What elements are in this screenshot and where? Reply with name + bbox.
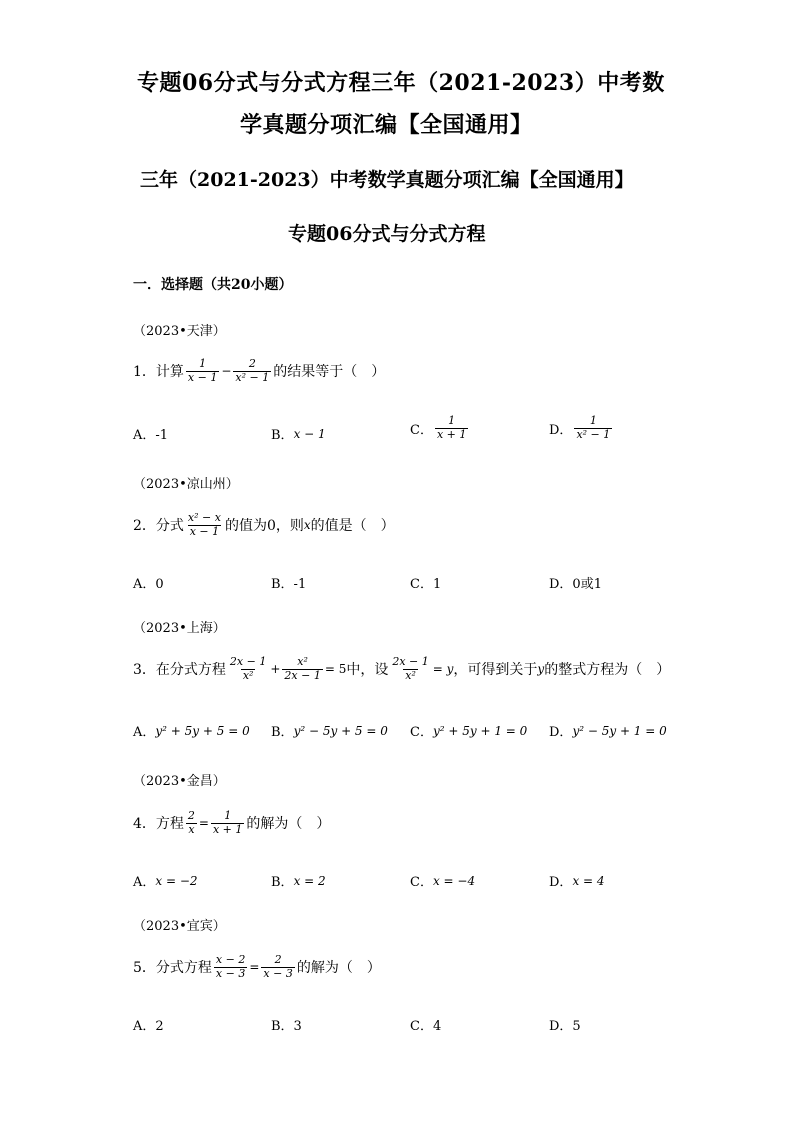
fraction: $\frac{2}{\text{x² − 1}}$ (235, 357, 270, 384)
option-a[interactable]: A．2 (133, 1019, 164, 1034)
option-b[interactable]: B．-1 (271, 577, 307, 592)
question-1-prefix: 1．计算 (133, 364, 184, 381)
question-4-stem: 4．方程 $\frac{2}{x}$ = $\frac{1}{x + 1}$ 的解为（ ） (133, 809, 331, 836)
option-d[interactable]: D． y² − 5y + 1 = 0 (549, 723, 667, 740)
option-c[interactable]: C． $\frac{1}{x + 1}$ (410, 414, 467, 441)
question-source: （2023•上海） (133, 621, 226, 636)
section-heading: 一．选择题（共20小题） (133, 277, 293, 293)
option-b[interactable]: B．3 (271, 1019, 302, 1034)
question-2-stem: 2．分式 $\frac{\text{x² − x}}{x - 1}$ 的值为0，则 x 的值是（ ） (133, 511, 395, 538)
option-a[interactable]: A．0 (133, 577, 164, 592)
topic-title: 专题06分式与分式方程 (288, 223, 486, 245)
option-d[interactable]: D． $\frac{1}{\text{x² − 1}}$ (549, 414, 611, 441)
question-5-stem: 5．分式方程 $\frac{x - 2}{x - 3}$ = $\frac{2}{x - 3}$ 的解为（ ） (133, 953, 381, 980)
option-d[interactable]: D． x = 4 (549, 873, 605, 890)
option-a[interactable]: A． y² + 5y + 5 = 0 (133, 723, 250, 740)
option-a[interactable]: A．-1 (133, 428, 169, 443)
question-source: （2023•凉山州） (133, 477, 239, 492)
fraction: $\frac{1}{x - 1}$ (187, 357, 218, 384)
option-c[interactable]: C．4 (410, 1019, 442, 1034)
question-source: （2023•宜宾） (133, 919, 226, 934)
option-d[interactable]: D．5 (549, 1019, 581, 1034)
option-c[interactable]: C． x = −4 (410, 873, 476, 890)
option-a[interactable]: A． x = −2 (133, 873, 198, 890)
fraction: $\frac{\text{x² − x}}{x - 1}$ (187, 511, 221, 538)
doc-subtitle: 三年（2021-2023）中考数学真题分项汇编【全国通用】 (140, 169, 634, 191)
option-b[interactable]: B． x = 2 (271, 873, 326, 890)
question-1-suffix: 的结果等于（ ） (273, 364, 386, 381)
option-b[interactable]: B． x − 1 (271, 426, 326, 443)
option-c[interactable]: C． y² + 5y + 1 = 0 (410, 723, 528, 740)
question-source: （2023•天津） (133, 324, 226, 339)
doc-title-line1: 专题06分式与分式方程三年（2021-2023）中考数 (137, 70, 665, 96)
option-b[interactable]: B． y² − 5y + 5 = 0 (271, 723, 388, 740)
doc-title-line2: 学真题分项汇编【全国通用】 (240, 112, 533, 138)
option-d[interactable]: D．0或1 (549, 577, 602, 592)
option-c[interactable]: C．1 (410, 577, 442, 592)
question-source: （2023•金昌） (133, 774, 226, 789)
question-3-stem: 3．在分式方程 $\frac{2x - 1}{\text{x²}}$ + $\frac{\text{x²}}{2x - 1}$ = 5 中，设 $\frac{2x - 1}{\text{x²}}$ = y ，可得到关于 y 的整式方程为（ ） (133, 655, 671, 682)
question-1-stem: 1．计算 $\frac{1}{x - 1}$ − $\frac{2}{\text{x² − 1}}$ 的结果等于（ ） (133, 357, 386, 384)
